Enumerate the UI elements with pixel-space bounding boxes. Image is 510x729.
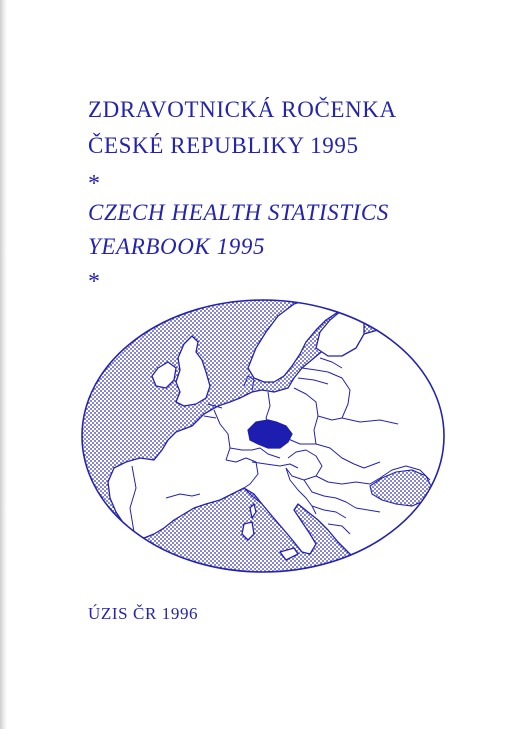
- publisher-imprint: ÚZIS ČR 1996: [88, 604, 199, 623]
- europe-map-icon: [80, 298, 446, 574]
- title-english-line-2: YEARBOOK 1995: [88, 234, 266, 259]
- book-spine-shadow: [0, 0, 7, 729]
- title-czech-line-1: ZDRAVOTNICKÁ ROČENKA: [88, 97, 397, 122]
- separator-asterisk-1: *: [88, 171, 100, 197]
- land-crete: [362, 564, 378, 570]
- separator-asterisk-2: *: [88, 269, 100, 295]
- title-english-line-1: CZECH HEALTH STATISTICS: [88, 200, 389, 225]
- title-czech-line-2: ČESKÉ REPUBLIKY 1995: [88, 133, 359, 158]
